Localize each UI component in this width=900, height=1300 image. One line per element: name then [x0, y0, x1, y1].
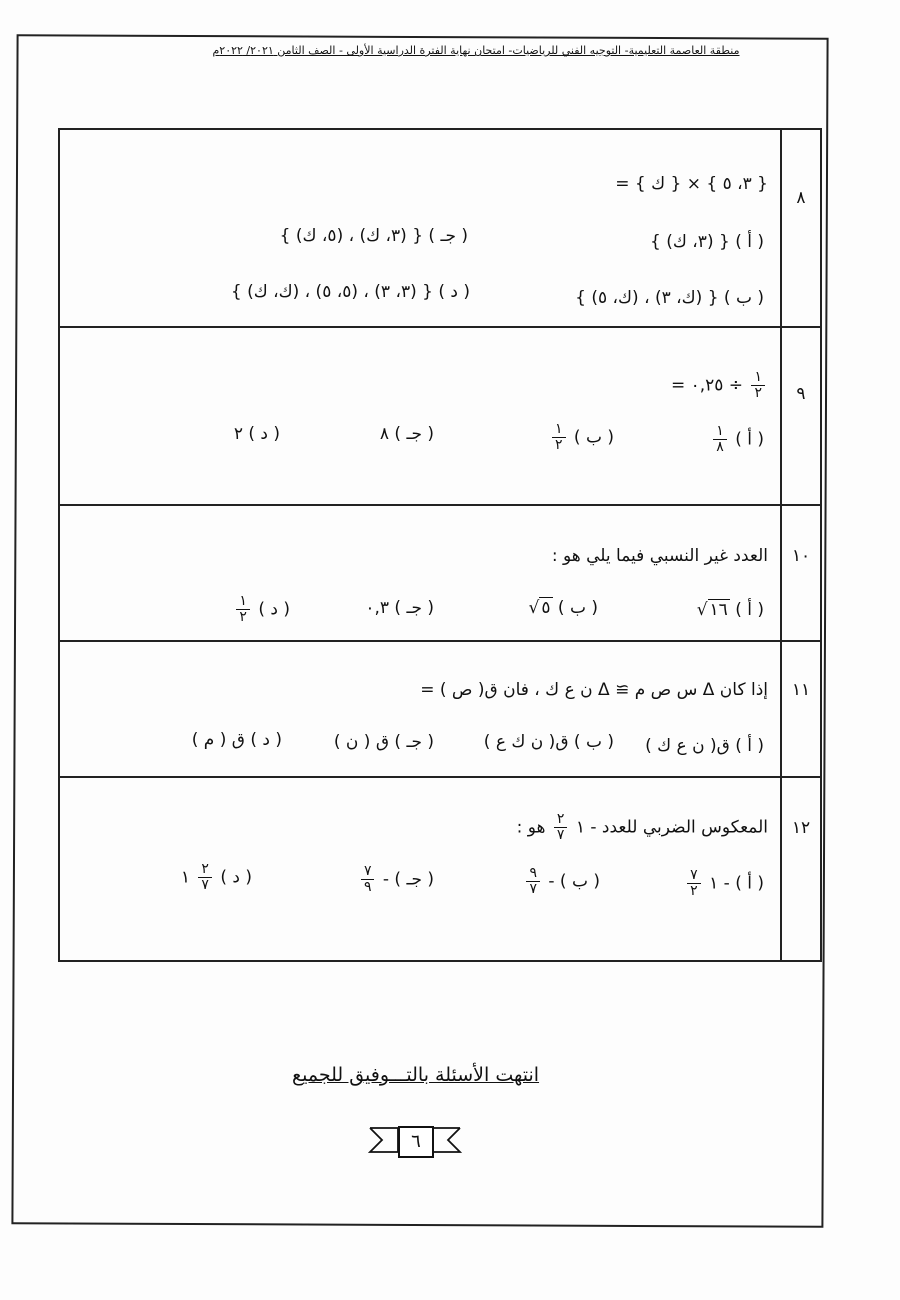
- option-c: ( جـ ) ٨: [379, 424, 434, 444]
- option-d: ( د ) ق ( م ): [191, 730, 282, 750]
- question-number: ١٠: [791, 546, 811, 566]
- option-c: ( جـ ) ٠,٣: [365, 598, 434, 618]
- closing-message: انتهت الأسئلة بالتـــوفيق للجميع: [292, 1064, 540, 1086]
- question-number: ١٢: [791, 818, 811, 838]
- question-number: ٨: [796, 188, 806, 208]
- option-b: ( ب ) { (ك، ٣) ، (ك، ٥) }: [575, 288, 764, 308]
- question-text: المعكوس الضربي للعدد - ١ $\frac{٢}{٧}$ هو :: [516, 811, 768, 843]
- question-number: ٩: [796, 384, 806, 404]
- question-text: { ٣، ٥ } × { ك } =: [615, 174, 768, 194]
- page-number-banner: [368, 1122, 462, 1158]
- page-number: ٦: [398, 1126, 434, 1158]
- question-text: إذا كان Δ س ص م ≅ Δ ن ع ك ، فان ق( ص ) =: [420, 680, 768, 700]
- option-c: ( جـ ) ق ( ن ): [333, 732, 434, 752]
- question-number: ١١: [791, 680, 811, 700]
- option-a: ( أ ) √ ١٦: [696, 600, 764, 620]
- question-row-9: [60, 326, 820, 506]
- option-a: ( أ ) - ١ $\frac{٧}{٢}$: [684, 868, 764, 899]
- fraction: $\frac{١}{٢}$: [751, 370, 765, 401]
- option-b: ( ب ) ق( ن ك ع ): [483, 732, 614, 752]
- question-row-11: [60, 640, 820, 778]
- question-text: العدد غير النسبي فيما يلي هو :: [551, 546, 768, 566]
- question-text: $\frac{١}{٢}$ ÷ ٠,٢٥ =: [671, 370, 768, 401]
- option-a: ( أ ) ق( ن ع ك ): [645, 736, 764, 756]
- option-b: ( ب ) √ ٥: [528, 598, 598, 618]
- question-row-8: [60, 130, 820, 328]
- questions-table: [58, 128, 822, 962]
- square-root: √ ١٦: [696, 600, 728, 620]
- option-d: ( د ) { (٣، ٣) ، (٥، ٥) ، (ك، ك) }: [230, 282, 470, 302]
- option-b: ( ب ) $\frac{١}{٢}$: [549, 422, 614, 453]
- option-a: ( أ ) $\frac{١}{٨}$: [710, 424, 764, 455]
- option-b: ( ب ) - $\frac{٩}{٧}$: [523, 866, 600, 897]
- square-root: √ ٥: [528, 598, 551, 618]
- question-row-10: [60, 504, 820, 642]
- option-c: ( جـ ) - $\frac{٧}{٩}$: [358, 864, 434, 895]
- question-row-12: [60, 776, 820, 960]
- option-a: ( أ ) { (٣، ك) }: [650, 232, 764, 252]
- option-d: ( د ) $\frac{٢}{٧}$ ١: [180, 861, 252, 893]
- option-d: ( د ) ٢: [233, 424, 280, 444]
- option-c: ( جـ ) { (٣، ك) ، (٥، ك) }: [279, 226, 468, 246]
- exam-header: منطقة العاصمة التعليمية- التوجيه الفني للرياضيات- امتحان نهاية الفترة الدراسية الأولى - الصف الثامن ٢٠٢١/ ٢٠٢٢م: [212, 44, 740, 57]
- option-d: ( د ) $\frac{١}{٢}$: [233, 594, 290, 625]
